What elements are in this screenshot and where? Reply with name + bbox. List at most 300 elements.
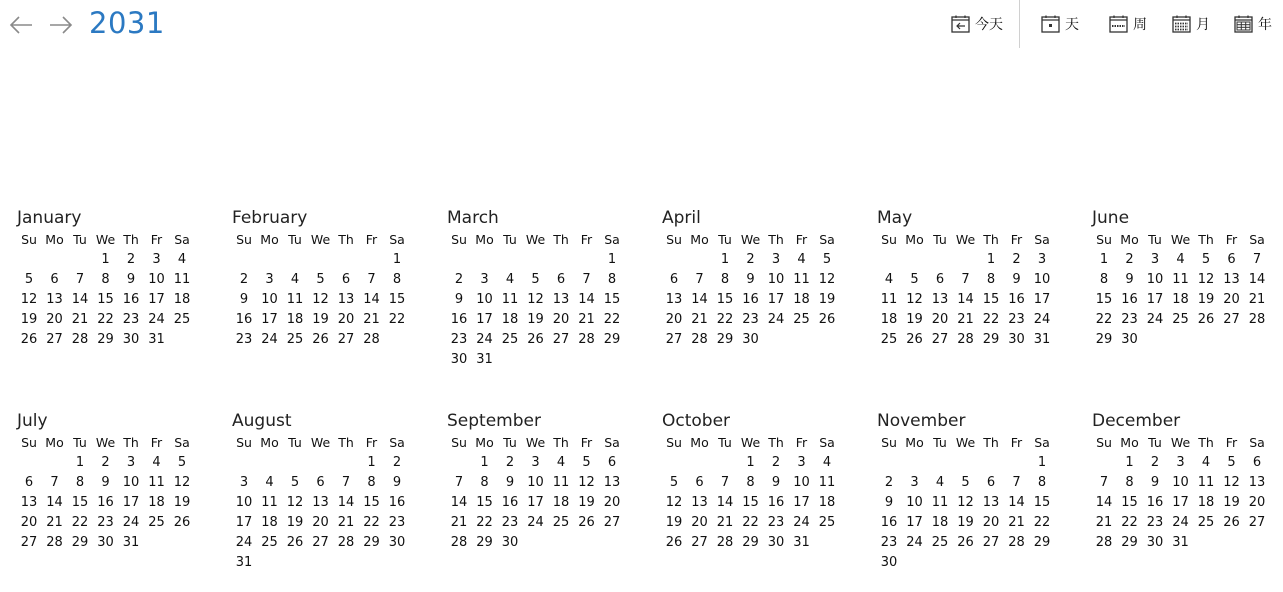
day-cell[interactable]: 7 [341,475,351,490]
day-cell[interactable]: 11 [148,475,165,490]
day-cell[interactable]: 17 [122,495,140,510]
day-cell[interactable]: 23 [742,312,759,327]
day-cell[interactable]: 23 [388,515,406,530]
day-cell[interactable]: 27 [1248,515,1266,530]
day-cell[interactable]: 5 [910,272,919,287]
day-cell[interactable]: 7 [695,272,704,287]
day-cell[interactable]: 4 [556,455,566,470]
day-cell[interactable]: 4 [935,475,945,490]
day-cell[interactable]: 23 [122,312,140,327]
day-cell[interactable]: 1 [1099,252,1109,267]
day-cell[interactable]: 6 [1252,455,1262,470]
day-cell[interactable]: 12 [578,475,595,490]
day-cell[interactable]: 18 [286,312,304,327]
day-cell[interactable]: 10 [1172,475,1189,490]
day-cell[interactable]: 12 [527,292,544,307]
day-cell[interactable]: 9 [771,475,781,490]
day-cell[interactable]: 12 [1223,475,1240,490]
day-cell[interactable]: 28 [957,332,974,347]
day-cell[interactable]: 19 [286,515,304,530]
day-cell[interactable]: 21 [957,312,974,327]
day-cell[interactable]: 27 [691,535,708,550]
today-button[interactable] [951,12,1003,36]
month-name[interactable]: January [17,208,82,228]
day-cell[interactable]: 21 [450,515,468,530]
day-cell[interactable]: 30 [122,332,140,347]
day-cell[interactable]: 27 [46,332,63,347]
day-cell[interactable]: 24 [1033,312,1051,327]
day-cell[interactable]: 10 [767,272,785,287]
day-cell[interactable]: 14 [71,292,89,307]
day-cell[interactable]: 29 [363,535,380,550]
day-cell[interactable]: 22 [363,515,380,530]
day-cell[interactable]: 17 [906,515,923,530]
day-cell[interactable]: 11 [286,292,304,307]
day-cell[interactable]: 27 [1223,312,1240,327]
day-cell[interactable]: 21 [71,312,89,327]
day-cell[interactable]: 28 [363,332,380,347]
day-cell[interactable]: 26 [906,332,923,347]
day-cell[interactable]: 24 [148,312,165,327]
day-cell[interactable]: 31 [122,535,140,550]
day-cell[interactable]: 14 [691,292,708,307]
day-cell[interactable]: 29 [71,535,89,550]
day-cell[interactable]: 27 [931,332,949,347]
day-cell[interactable]: 21 [46,515,63,530]
month-name[interactable]: October [662,411,731,431]
day-cell[interactable]: 24 [235,535,253,550]
day-cell[interactable]: 11 [880,292,898,307]
month-name[interactable]: December [1092,411,1181,431]
month-name[interactable]: August [232,411,292,431]
day-cell[interactable]: 10 [1146,272,1164,287]
year-title[interactable]: 2031 [89,6,165,40]
day-cell[interactable]: 21 [1008,515,1025,530]
day-cell[interactable]: 11 [793,272,810,287]
day-cell[interactable]: 7 [961,272,970,287]
day-cell[interactable]: 3 [265,272,274,287]
day-cell[interactable]: 7 [454,475,464,490]
day-cell[interactable]: 3 [531,455,540,470]
day-cell[interactable]: 24 [906,535,923,550]
day-cell[interactable]: 18 [552,495,570,510]
day-cell[interactable]: 8 [1037,475,1047,490]
day-cell[interactable]: 24 [476,332,493,347]
day-cell[interactable]: 4 [290,272,300,287]
day-cell[interactable]: 25 [173,312,191,327]
day-cell[interactable]: 5 [1227,455,1236,470]
day-cell[interactable]: 5 [1201,252,1211,267]
day-cell[interactable]: 14 [1008,495,1025,510]
day-cell[interactable]: 5 [582,455,591,470]
day-cell[interactable]: 16 [1008,292,1025,307]
day-cell[interactable]: 3 [1037,252,1047,267]
day-cell[interactable]: 18 [793,292,810,307]
day-cell[interactable]: 14 [716,495,734,510]
year-view-button[interactable] [1234,12,1272,36]
day-cell[interactable]: 11 [1197,475,1215,490]
day-cell[interactable]: 2 [505,455,515,470]
day-cell[interactable]: 25 [818,515,836,530]
day-cell[interactable]: 30 [1146,535,1164,550]
day-cell[interactable]: 9 [884,495,894,510]
day-cell[interactable]: 8 [1099,272,1109,287]
day-cell[interactable]: 8 [392,272,402,287]
day-cell[interactable]: 30 [450,352,468,367]
day-cell[interactable]: 22 [71,515,89,530]
day-cell[interactable]: 20 [20,515,38,530]
day-cell[interactable]: 25 [931,535,949,550]
day-cell[interactable]: 26 [957,535,974,550]
day-cell[interactable]: 18 [931,515,949,530]
day-cell[interactable]: 11 [818,475,836,490]
day-cell[interactable]: 16 [742,292,759,307]
day-cell[interactable]: 24 [793,515,810,530]
day-cell[interactable]: 19 [818,292,836,307]
day-cell[interactable]: 28 [337,535,355,550]
day-cell[interactable]: 26 [20,332,38,347]
day-cell[interactable]: 16 [880,515,898,530]
day-cell[interactable]: 19 [1223,495,1240,510]
day-cell[interactable]: 7 [50,475,59,490]
day-cell[interactable]: 12 [818,272,836,287]
day-cell[interactable]: 16 [97,495,114,510]
day-cell[interactable]: 21 [337,515,355,530]
day-cell[interactable]: 13 [1223,272,1240,287]
day-cell[interactable]: 21 [1095,515,1113,530]
day-cell[interactable]: 6 [50,272,59,287]
day-cell[interactable]: 20 [931,312,949,327]
day-cell[interactable]: 1 [607,252,617,267]
day-cell[interactable]: 4 [1176,252,1185,267]
day-cell[interactable]: 12 [957,495,974,510]
month-name[interactable]: February [232,208,308,228]
day-cell[interactable]: 29 [982,332,1000,347]
day-cell[interactable]: 13 [337,292,355,307]
day-cell[interactable]: 7 [1252,252,1262,267]
day-cell[interactable]: 22 [742,515,759,530]
day-cell[interactable]: 28 [1008,535,1025,550]
day-cell[interactable]: 30 [880,555,898,570]
day-cell[interactable]: 11 [173,272,191,287]
day-cell[interactable]: 24 [1146,312,1164,327]
day-cell[interactable]: 29 [1121,535,1138,550]
day-cell[interactable]: 1 [480,455,489,470]
day-cell[interactable]: 23 [97,515,114,530]
day-cell[interactable]: 10 [906,495,923,510]
day-cell[interactable]: 15 [97,292,114,307]
day-cell[interactable]: 19 [312,312,329,327]
day-cell[interactable]: 5 [961,475,970,490]
day-cell[interactable]: 28 [1095,535,1113,550]
day-cell[interactable]: 29 [603,332,621,347]
day-cell[interactable]: 9 [1150,475,1160,490]
day-cell[interactable]: 17 [1172,495,1189,510]
day-cell[interactable]: 4 [265,475,274,490]
day-cell[interactable]: 20 [337,312,355,327]
day-cell[interactable]: 29 [1095,332,1113,347]
day-cell[interactable]: 2 [746,252,755,267]
day-cell[interactable]: 15 [476,495,493,510]
day-cell[interactable]: 12 [173,475,191,490]
day-cell[interactable]: 28 [716,535,734,550]
day-cell[interactable]: 17 [1146,292,1164,307]
day-cell[interactable]: 15 [603,292,621,307]
day-cell[interactable]: 15 [716,292,734,307]
day-cell[interactable]: 5 [531,272,540,287]
day-cell[interactable]: 1 [986,252,996,267]
day-cell[interactable]: 10 [122,475,140,490]
day-cell[interactable]: 16 [501,495,519,510]
day-cell[interactable]: 2 [454,272,464,287]
day-cell[interactable]: 7 [1012,475,1021,490]
day-cell[interactable]: 2 [1150,455,1160,470]
day-cell[interactable]: 8 [480,475,489,490]
day-cell[interactable]: 8 [607,272,617,287]
day-cell[interactable]: 12 [906,292,923,307]
day-cell[interactable]: 6 [695,475,704,490]
day-cell[interactable]: 3 [239,475,249,490]
day-cell[interactable]: 22 [716,312,734,327]
day-cell[interactable]: 10 [476,292,493,307]
day-cell[interactable]: 25 [793,312,810,327]
day-cell[interactable]: 26 [286,535,304,550]
day-cell[interactable]: 11 [552,475,570,490]
day-cell[interactable]: 12 [665,495,683,510]
day-cell[interactable]: 10 [527,475,544,490]
day-cell[interactable]: 1 [101,252,110,267]
day-cell[interactable]: 18 [1197,495,1215,510]
month-name[interactable]: November [877,411,966,431]
day-cell[interactable]: 4 [152,455,161,470]
day-cell[interactable]: 3 [1176,455,1185,470]
day-cell[interactable]: 3 [910,475,919,490]
day-cell[interactable]: 8 [986,272,996,287]
day-cell[interactable]: 4 [1201,455,1211,470]
day-cell[interactable]: 20 [982,515,1000,530]
day-cell[interactable]: 10 [261,292,278,307]
day-cell[interactable]: 21 [716,515,734,530]
day-cell[interactable]: 23 [1121,312,1138,327]
day-cell[interactable]: 31 [476,352,493,367]
day-cell[interactable]: 30 [1008,332,1025,347]
day-cell[interactable]: 14 [1095,495,1113,510]
day-cell[interactable]: 28 [1248,312,1266,327]
day-cell[interactable]: 10 [235,495,253,510]
day-cell[interactable]: 4 [797,252,806,267]
day-cell[interactable]: 5 [669,475,679,490]
day-cell[interactable]: 5 [822,252,832,267]
day-cell[interactable]: 6 [986,475,996,490]
day-cell[interactable]: 23 [767,515,785,530]
day-cell[interactable]: 30 [388,535,406,550]
day-cell[interactable]: 11 [261,495,278,510]
day-cell[interactable]: 18 [880,312,898,327]
day-cell[interactable]: 18 [818,495,836,510]
day-cell[interactable]: 25 [880,332,898,347]
day-cell[interactable]: 14 [578,292,595,307]
day-cell[interactable]: 2 [101,455,110,470]
day-cell[interactable]: 18 [173,292,191,307]
day-cell[interactable]: 6 [24,475,34,490]
day-cell[interactable]: 2 [126,252,136,267]
day-cell[interactable]: 11 [501,292,519,307]
day-cell[interactable]: 13 [20,495,38,510]
day-cell[interactable]: 17 [793,495,810,510]
day-cell[interactable]: 16 [388,495,406,510]
day-cell[interactable]: 26 [173,515,191,530]
day-cell[interactable]: 25 [286,332,304,347]
day-cell[interactable]: 20 [691,515,708,530]
day-cell[interactable]: 25 [1197,515,1215,530]
day-cell[interactable]: 5 [316,272,325,287]
day-cell[interactable]: 15 [363,495,380,510]
day-cell[interactable]: 18 [261,515,278,530]
day-cell[interactable]: 24 [767,312,785,327]
day-cell[interactable]: 16 [235,312,253,327]
day-cell[interactable]: 13 [1248,475,1266,490]
day-cell[interactable]: 24 [122,515,140,530]
day-cell[interactable]: 9 [1125,272,1134,287]
day-cell[interactable]: 29 [742,535,759,550]
day-cell[interactable]: 18 [1172,292,1189,307]
day-cell[interactable]: 22 [388,312,406,327]
day-cell[interactable]: 18 [148,495,165,510]
day-cell[interactable]: 13 [982,495,1000,510]
month-name[interactable]: September [447,411,541,431]
day-cell[interactable]: 30 [1121,332,1138,347]
day-cell[interactable]: 27 [665,332,683,347]
day-cell[interactable]: 19 [20,312,38,327]
day-cell[interactable]: 20 [552,312,570,327]
day-cell[interactable]: 24 [1172,515,1189,530]
day-cell[interactable]: 30 [97,535,114,550]
day-cell[interactable]: 15 [1033,495,1051,510]
day-cell[interactable]: 8 [101,272,110,287]
day-cell[interactable]: 28 [46,535,63,550]
day-cell[interactable]: 15 [742,495,759,510]
day-cell[interactable]: 16 [450,312,468,327]
day-cell[interactable]: 29 [97,332,114,347]
day-cell[interactable]: 22 [1095,312,1113,327]
day-cell[interactable]: 2 [884,475,894,490]
day-cell[interactable]: 12 [286,495,304,510]
day-cell[interactable]: 27 [20,535,38,550]
day-cell[interactable]: 7 [582,272,591,287]
day-cell[interactable]: 13 [312,495,329,510]
day-cell[interactable]: 22 [1033,515,1051,530]
day-cell[interactable]: 9 [1012,272,1021,287]
day-cell[interactable]: 22 [603,312,621,327]
day-cell[interactable]: 14 [957,292,974,307]
day-cell[interactable]: 3 [152,252,161,267]
day-cell[interactable]: 25 [261,535,278,550]
day-cell[interactable]: 27 [552,332,570,347]
day-cell[interactable]: 25 [1172,312,1189,327]
day-cell[interactable]: 22 [97,312,114,327]
day-cell[interactable]: 7 [720,475,730,490]
day-cell[interactable]: 27 [982,535,1000,550]
day-cell[interactable]: 25 [148,515,165,530]
day-cell[interactable]: 12 [312,292,329,307]
day-cell[interactable]: 10 [1033,272,1051,287]
day-cell[interactable]: 10 [793,475,810,490]
day-cell[interactable]: 20 [665,312,683,327]
day-cell[interactable]: 14 [1248,272,1266,287]
day-cell[interactable]: 30 [742,332,759,347]
day-cell[interactable]: 1 [746,455,755,470]
day-cell[interactable]: 11 [1172,272,1189,287]
day-cell[interactable]: 31 [148,332,165,347]
day-cell[interactable]: 29 [716,332,734,347]
day-cell[interactable]: 13 [691,495,708,510]
day-cell[interactable]: 27 [312,535,329,550]
day-cell[interactable]: 15 [71,495,89,510]
day-cell[interactable]: 17 [527,495,544,510]
day-cell[interactable]: 20 [1248,495,1266,510]
day-cell[interactable]: 1 [75,455,85,470]
day-cell[interactable]: 9 [126,272,136,287]
day-cell[interactable]: 11 [931,495,949,510]
day-cell[interactable]: 9 [101,475,110,490]
day-cell[interactable]: 1 [1037,455,1047,470]
day-cell[interactable]: 17 [767,292,785,307]
day-cell[interactable]: 21 [578,312,595,327]
day-cell[interactable]: 4 [884,272,894,287]
day-cell[interactable]: 8 [720,272,730,287]
day-cell[interactable]: 13 [552,292,570,307]
day-cell[interactable]: 26 [527,332,544,347]
day-cell[interactable]: 6 [1227,252,1236,267]
day-cell[interactable]: 17 [261,312,278,327]
day-cell[interactable]: 29 [1033,535,1051,550]
day-cell[interactable]: 23 [1008,312,1025,327]
day-cell[interactable]: 14 [337,495,355,510]
day-cell[interactable]: 14 [450,495,468,510]
day-cell[interactable]: 21 [691,312,708,327]
day-cell[interactable]: 14 [363,292,380,307]
day-cell[interactable]: 19 [527,312,544,327]
day-cell[interactable]: 2 [771,455,781,470]
day-cell[interactable]: 31 [235,555,253,570]
day-cell[interactable]: 28 [578,332,595,347]
day-view-button[interactable] [1041,12,1079,36]
day-cell[interactable]: 6 [556,272,566,287]
day-cell[interactable]: 9 [746,272,755,287]
day-cell[interactable]: 6 [935,272,945,287]
day-cell[interactable]: 19 [578,495,595,510]
day-cell[interactable]: 17 [476,312,493,327]
day-cell[interactable]: 16 [767,495,785,510]
day-cell[interactable]: 2 [1125,252,1134,267]
day-cell[interactable]: 28 [71,332,89,347]
day-cell[interactable]: 7 [1099,475,1109,490]
day-cell[interactable]: 8 [746,475,755,490]
day-cell[interactable]: 28 [691,332,708,347]
day-cell[interactable]: 17 [235,515,253,530]
day-cell[interactable]: 13 [46,292,63,307]
day-cell[interactable]: 7 [367,272,376,287]
day-cell[interactable]: 6 [316,475,325,490]
day-cell[interactable]: 27 [337,332,355,347]
day-cell[interactable]: 23 [880,535,898,550]
day-cell[interactable]: 25 [501,332,519,347]
day-cell[interactable]: 23 [235,332,253,347]
day-cell[interactable]: 21 [1248,292,1266,307]
day-cell[interactable]: 16 [1146,495,1164,510]
day-cell[interactable]: 26 [1197,312,1215,327]
month-name[interactable]: April [662,208,701,228]
